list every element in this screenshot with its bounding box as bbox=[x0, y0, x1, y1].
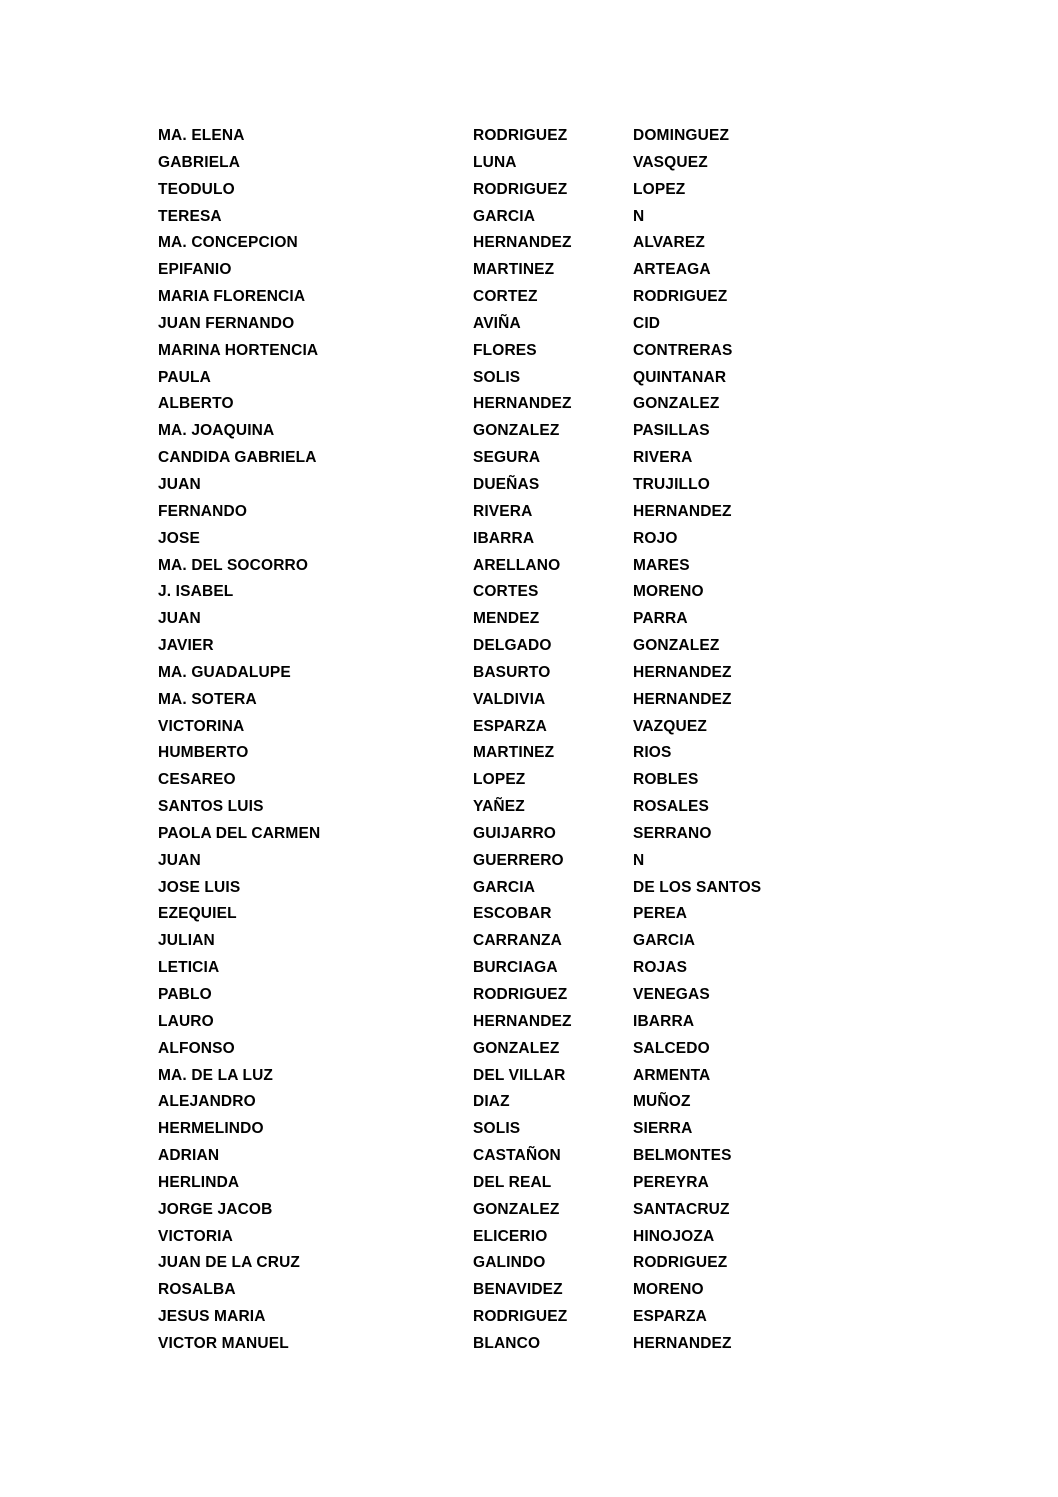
cell-maternal-surname: SANTACRUZ bbox=[633, 1200, 730, 1218]
cell-maternal-surname: HINOJOZA bbox=[633, 1227, 715, 1245]
cell-maternal-surname: RIOS bbox=[633, 744, 672, 762]
cell-maternal-surname: CONTRERAS bbox=[633, 341, 733, 359]
cell-paternal-surname: GONZALEZ bbox=[473, 1039, 560, 1057]
cell-paternal-surname: CASTAÑON bbox=[473, 1147, 561, 1165]
cell-given-name: ALEJANDRO bbox=[158, 1093, 256, 1111]
table-row bbox=[158, 931, 918, 958]
cell-maternal-surname: ROJO bbox=[633, 529, 678, 547]
cell-maternal-surname: BELMONTES bbox=[633, 1147, 732, 1165]
cell-paternal-surname: BLANCO bbox=[473, 1334, 541, 1352]
cell-maternal-surname: TRUJILLO bbox=[633, 475, 710, 493]
name-list bbox=[158, 126, 918, 1361]
cell-maternal-surname: MORENO bbox=[633, 583, 704, 601]
table-row bbox=[158, 153, 918, 180]
table-row bbox=[158, 743, 918, 770]
cell-maternal-surname: IBARRA bbox=[633, 1012, 695, 1030]
cell-given-name: ALFONSO bbox=[158, 1039, 235, 1057]
cell-paternal-surname: LOPEZ bbox=[473, 771, 526, 789]
table-row bbox=[158, 341, 918, 368]
table-row bbox=[158, 394, 918, 421]
cell-given-name: TEODULO bbox=[158, 180, 235, 198]
table-row bbox=[158, 1307, 918, 1334]
table-row bbox=[158, 717, 918, 744]
table-row bbox=[158, 1039, 918, 1066]
table-row bbox=[158, 1012, 918, 1039]
cell-maternal-surname: MORENO bbox=[633, 1281, 704, 1299]
cell-paternal-surname: DEL REAL bbox=[473, 1173, 552, 1191]
cell-given-name: JUAN FERNANDO bbox=[158, 314, 295, 332]
cell-given-name: MA. ELENA bbox=[158, 127, 245, 144]
cell-maternal-surname: PEREYRA bbox=[633, 1173, 709, 1191]
cell-maternal-surname: MARES bbox=[633, 556, 690, 574]
cell-paternal-surname: SOLIS bbox=[473, 1120, 521, 1138]
cell-maternal-surname: MUÑOZ bbox=[633, 1093, 691, 1111]
cell-given-name: JORGE JACOB bbox=[158, 1200, 273, 1218]
cell-given-name: MARINA HORTENCIA bbox=[158, 341, 319, 359]
table-row bbox=[158, 207, 918, 234]
table-row bbox=[158, 770, 918, 797]
cell-given-name: PABLO bbox=[158, 986, 212, 1003]
cell-paternal-surname: DIAZ bbox=[473, 1093, 510, 1111]
cell-maternal-surname: HERNANDEZ bbox=[633, 663, 732, 681]
cell-given-name: SANTOS LUIS bbox=[158, 798, 264, 816]
cell-given-name: MARIA FLORENCIA bbox=[158, 288, 306, 306]
table-row bbox=[158, 1280, 918, 1307]
cell-paternal-surname: GONZALEZ bbox=[473, 422, 560, 440]
cell-paternal-surname: GUIJARRO bbox=[473, 824, 557, 842]
cell-maternal-surname: RIVERA bbox=[633, 449, 693, 467]
table-row bbox=[158, 958, 918, 985]
table-row bbox=[158, 502, 918, 529]
cell-maternal-surname: PASILLAS bbox=[633, 422, 710, 440]
cell-given-name: MA. JOAQUINA bbox=[158, 422, 275, 440]
cell-paternal-surname: MARTINEZ bbox=[473, 744, 555, 762]
cell-maternal-surname: ROBLES bbox=[633, 771, 699, 789]
cell-paternal-surname: YAÑEZ bbox=[473, 798, 525, 816]
table-row bbox=[158, 1227, 918, 1254]
table-row bbox=[158, 475, 918, 502]
cell-given-name: CANDIDA GABRIELA bbox=[158, 449, 317, 467]
cell-given-name: EPIFANIO bbox=[158, 261, 232, 279]
cell-paternal-surname: GONZALEZ bbox=[473, 1200, 560, 1218]
table-row bbox=[158, 1173, 918, 1200]
cell-given-name: CESAREO bbox=[158, 771, 236, 789]
cell-maternal-surname: VENEGAS bbox=[633, 986, 710, 1003]
cell-given-name: JOSE LUIS bbox=[158, 878, 241, 896]
cell-given-name: JUAN bbox=[158, 610, 201, 628]
cell-maternal-surname: ROJAS bbox=[633, 959, 688, 977]
cell-paternal-surname: RODRIGUEZ bbox=[473, 180, 568, 198]
table-row bbox=[158, 851, 918, 878]
cell-paternal-surname: HERNANDEZ bbox=[473, 234, 572, 252]
cell-given-name: FERNANDO bbox=[158, 502, 248, 520]
table-row bbox=[158, 1066, 918, 1093]
cell-paternal-surname: VALDIVIA bbox=[473, 690, 546, 708]
cell-maternal-surname: PEREA bbox=[633, 905, 688, 923]
cell-paternal-surname: BASURTO bbox=[473, 663, 551, 681]
cell-given-name: EZEQUIEL bbox=[158, 905, 237, 923]
cell-maternal-surname: ARTEAGA bbox=[633, 261, 711, 279]
cell-given-name: PAOLA DEL CARMEN bbox=[158, 824, 321, 842]
cell-paternal-surname: RODRIGUEZ bbox=[473, 127, 568, 144]
table-row bbox=[158, 368, 918, 395]
cell-maternal-surname: N bbox=[633, 851, 645, 869]
cell-maternal-surname: RODRIGUEZ bbox=[633, 288, 728, 306]
table-row bbox=[158, 448, 918, 475]
cell-given-name: LAURO bbox=[158, 1012, 214, 1030]
cell-maternal-surname: N bbox=[633, 207, 645, 225]
cell-maternal-surname: VASQUEZ bbox=[633, 153, 708, 171]
table-row bbox=[158, 556, 918, 583]
cell-paternal-surname: BENAVIDEZ bbox=[473, 1281, 563, 1299]
cell-paternal-surname: ESPARZA bbox=[473, 717, 547, 735]
table-row bbox=[158, 582, 918, 609]
cell-paternal-surname: RIVERA bbox=[473, 502, 533, 520]
cell-paternal-surname: HERNANDEZ bbox=[473, 395, 572, 413]
table-row bbox=[158, 180, 918, 207]
cell-given-name: VICTORINA bbox=[158, 717, 245, 735]
cell-paternal-surname: RODRIGUEZ bbox=[473, 986, 568, 1003]
cell-paternal-surname: IBARRA bbox=[473, 529, 535, 547]
cell-maternal-surname: VAZQUEZ bbox=[633, 717, 707, 735]
table-row bbox=[158, 1119, 918, 1146]
cell-maternal-surname: SIERRA bbox=[633, 1120, 693, 1138]
cell-paternal-surname: MARTINEZ bbox=[473, 261, 555, 279]
cell-maternal-surname: SERRANO bbox=[633, 824, 712, 842]
cell-maternal-surname: ARMENTA bbox=[633, 1066, 711, 1084]
table-row bbox=[158, 824, 918, 851]
cell-maternal-surname: LOPEZ bbox=[633, 180, 686, 198]
cell-given-name: GABRIELA bbox=[158, 153, 241, 171]
table-row bbox=[158, 609, 918, 636]
table-row bbox=[158, 690, 918, 717]
cell-given-name: VICTOR MANUEL bbox=[158, 1334, 289, 1352]
cell-paternal-surname: SEGURA bbox=[473, 449, 541, 467]
cell-given-name: MA. SOTERA bbox=[158, 690, 257, 708]
cell-maternal-surname: GONZALEZ bbox=[633, 637, 720, 655]
cell-paternal-surname: DUEÑAS bbox=[473, 475, 540, 493]
cell-given-name: J. ISABEL bbox=[158, 583, 234, 601]
cell-maternal-surname: PARRA bbox=[633, 610, 688, 628]
table-row bbox=[158, 126, 918, 153]
cell-maternal-surname: DE LOS SANTOS bbox=[633, 878, 762, 896]
cell-given-name: TERESA bbox=[158, 207, 222, 225]
cell-given-name: MA. GUADALUPE bbox=[158, 663, 291, 681]
cell-paternal-surname: MENDEZ bbox=[473, 610, 540, 628]
cell-maternal-surname: SALCEDO bbox=[633, 1039, 710, 1057]
cell-paternal-surname: ELICERIO bbox=[473, 1227, 548, 1245]
table-row bbox=[158, 1334, 918, 1361]
cell-maternal-surname: ESPARZA bbox=[633, 1308, 707, 1326]
cell-maternal-surname: HERNANDEZ bbox=[633, 502, 732, 520]
cell-given-name: HERLINDA bbox=[158, 1173, 240, 1191]
cell-given-name: JAVIER bbox=[158, 637, 214, 655]
cell-given-name: LETICIA bbox=[158, 959, 220, 977]
table-row bbox=[158, 663, 918, 690]
table-row bbox=[158, 260, 918, 287]
table-row bbox=[158, 985, 918, 1012]
cell-maternal-surname: HERNANDEZ bbox=[633, 1334, 732, 1352]
cell-given-name: MA. DEL SOCORRO bbox=[158, 556, 309, 574]
cell-given-name: MA. CONCEPCION bbox=[158, 234, 298, 252]
table-row bbox=[158, 287, 918, 314]
table-row bbox=[158, 636, 918, 663]
cell-paternal-surname: FLORES bbox=[473, 341, 537, 359]
cell-given-name: ROSALBA bbox=[158, 1281, 236, 1299]
cell-paternal-surname: CARRANZA bbox=[473, 932, 563, 950]
table-row bbox=[158, 1200, 918, 1227]
table-row bbox=[158, 797, 918, 824]
cell-paternal-surname: GUERRERO bbox=[473, 851, 564, 869]
cell-paternal-surname: SOLIS bbox=[473, 368, 521, 386]
cell-maternal-surname: RODRIGUEZ bbox=[633, 1254, 728, 1272]
cell-given-name: JOSE bbox=[158, 529, 200, 547]
table-row bbox=[158, 1253, 918, 1280]
cell-paternal-surname: BURCIAGA bbox=[473, 959, 558, 977]
table-row bbox=[158, 421, 918, 448]
cell-paternal-surname: ESCOBAR bbox=[473, 905, 552, 923]
cell-given-name: ALBERTO bbox=[158, 395, 234, 413]
cell-paternal-surname: RODRIGUEZ bbox=[473, 1308, 568, 1326]
table-row bbox=[158, 1146, 918, 1173]
cell-paternal-surname: HERNANDEZ bbox=[473, 1012, 572, 1030]
cell-maternal-surname: HERNANDEZ bbox=[633, 690, 732, 708]
cell-paternal-surname: CORTEZ bbox=[473, 288, 538, 306]
cell-paternal-surname: GARCIA bbox=[473, 878, 536, 896]
cell-paternal-surname: ARELLANO bbox=[473, 556, 561, 574]
cell-paternal-surname: GARCIA bbox=[473, 207, 536, 225]
cell-maternal-surname: CID bbox=[633, 314, 661, 332]
table-row bbox=[158, 904, 918, 931]
cell-maternal-surname: GONZALEZ bbox=[633, 395, 720, 413]
cell-given-name: JUAN bbox=[158, 851, 201, 869]
cell-paternal-surname: LUNA bbox=[473, 153, 517, 171]
cell-given-name: PAULA bbox=[158, 368, 211, 386]
table-row bbox=[158, 233, 918, 260]
cell-maternal-surname: DOMINGUEZ bbox=[633, 127, 730, 144]
cell-given-name: JUAN DE LA CRUZ bbox=[158, 1254, 301, 1272]
cell-given-name: JUAN bbox=[158, 475, 201, 493]
cell-paternal-surname: AVIÑA bbox=[473, 314, 521, 332]
cell-maternal-surname: ROSALES bbox=[633, 798, 709, 816]
cell-paternal-surname: CORTES bbox=[473, 583, 539, 601]
table-row bbox=[158, 314, 918, 341]
cell-given-name: JULIAN bbox=[158, 932, 215, 950]
cell-given-name: JESUS MARIA bbox=[158, 1308, 266, 1326]
table-row bbox=[158, 1092, 918, 1119]
cell-maternal-surname: QUINTANAR bbox=[633, 368, 727, 386]
cell-maternal-surname: GARCIA bbox=[633, 932, 696, 950]
cell-paternal-surname: DEL VILLAR bbox=[473, 1066, 566, 1084]
cell-given-name: HERMELINDO bbox=[158, 1120, 264, 1138]
cell-given-name: HUMBERTO bbox=[158, 744, 249, 762]
table-row bbox=[158, 529, 918, 556]
cell-given-name: ADRIAN bbox=[158, 1147, 220, 1165]
cell-paternal-surname: DELGADO bbox=[473, 637, 552, 655]
cell-maternal-surname: ALVAREZ bbox=[633, 234, 705, 252]
cell-given-name: MA. DE LA LUZ bbox=[158, 1066, 274, 1084]
cell-paternal-surname: GALINDO bbox=[473, 1254, 546, 1272]
table-row bbox=[158, 878, 918, 905]
cell-given-name: VICTORIA bbox=[158, 1227, 233, 1245]
